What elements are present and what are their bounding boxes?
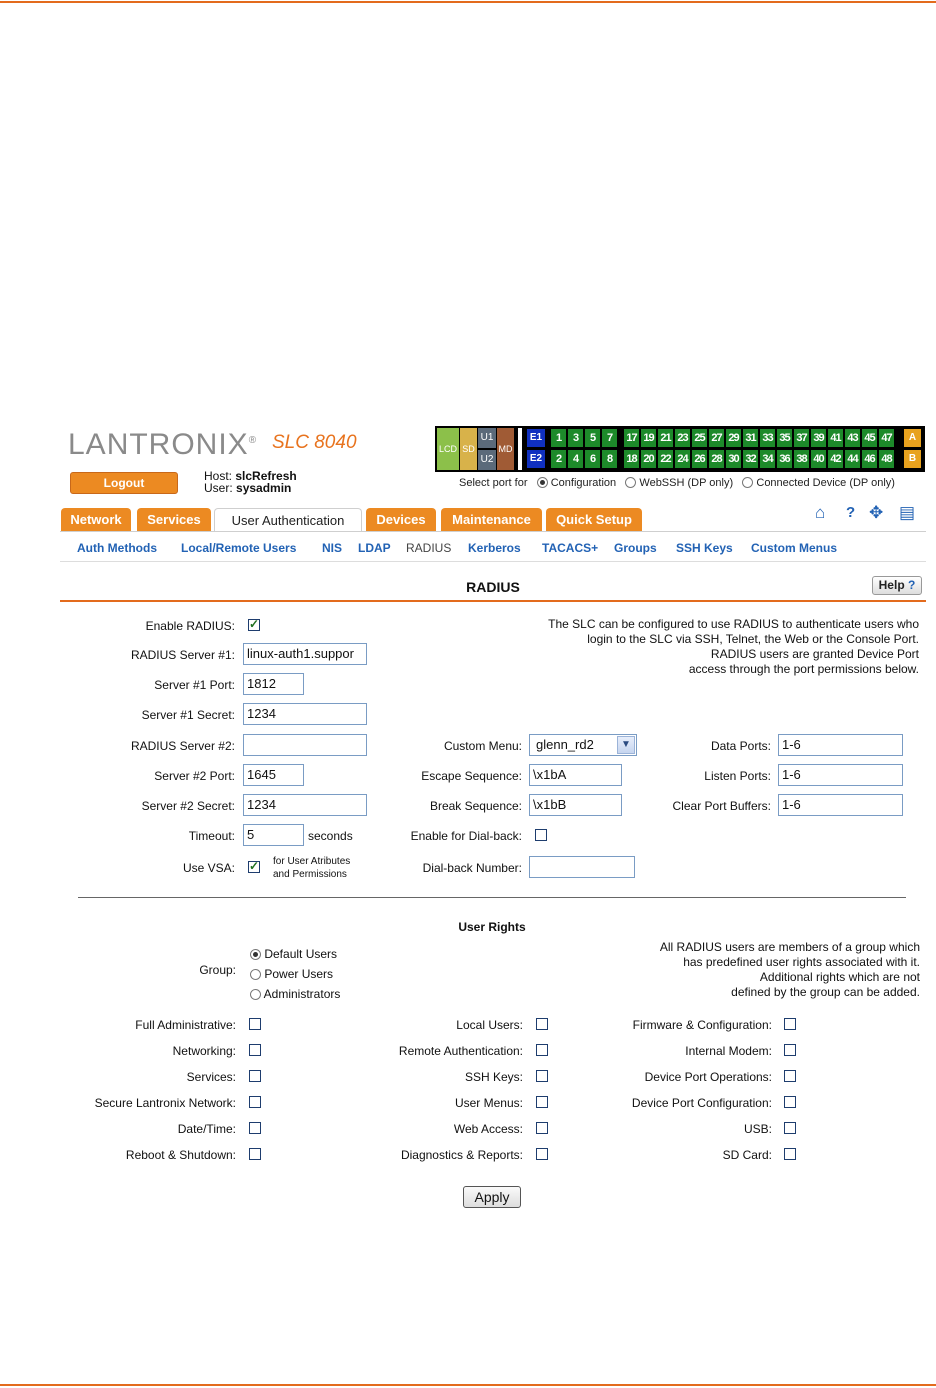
port-23-indicator[interactable]: 23 xyxy=(675,429,690,447)
port-24-indicator[interactable]: 24 xyxy=(675,450,690,468)
port-39-indicator[interactable]: 39 xyxy=(811,429,826,447)
server1-secret-label: Server #1 Secret: xyxy=(141,708,235,722)
dialback-number-input[interactable] xyxy=(529,856,635,878)
device-port-operations-checkbox[interactable] xyxy=(784,1070,796,1082)
subnav-tacacs[interactable]: TACACS+ xyxy=(542,541,599,555)
port-30-indicator[interactable]: 30 xyxy=(726,450,741,468)
port-19-indicator[interactable]: 19 xyxy=(641,429,656,447)
radius-server2-label: RADIUS Server #2: xyxy=(130,739,235,753)
port-46-indicator[interactable]: 46 xyxy=(862,450,877,468)
services-checkbox[interactable] xyxy=(249,1070,261,1082)
logo-text: LANTRONIX xyxy=(68,428,249,461)
usb-label: USB: xyxy=(743,1122,772,1136)
group-option-power[interactable]: Power Users xyxy=(250,964,340,984)
tab-quick-setup[interactable]: Quick Setup xyxy=(546,508,642,532)
port-31-indicator[interactable]: 31 xyxy=(743,429,758,447)
timeout-input[interactable]: 5 xyxy=(243,824,304,846)
subnav-radius[interactable]: RADIUS xyxy=(406,541,452,555)
port-5-indicator[interactable]: 5 xyxy=(585,429,600,447)
port-40-indicator[interactable]: 40 xyxy=(811,450,826,468)
secure-lantronix-network-label: Secure Lantronix Network: xyxy=(94,1096,236,1110)
user-rights-heading: User Rights xyxy=(458,920,526,934)
port-42-indicator[interactable]: 42 xyxy=(828,450,843,468)
port-37-indicator[interactable]: 37 xyxy=(794,429,809,447)
port-44-indicator[interactable]: 44 xyxy=(845,450,860,468)
configuration-radio[interactable] xyxy=(537,477,548,488)
break-sequence-input[interactable]: \x1bB xyxy=(529,794,622,816)
sd-card-checkbox[interactable] xyxy=(784,1148,796,1160)
dialback-number-label: Dial-back Number: xyxy=(422,861,522,875)
power-users-radio[interactable] xyxy=(250,969,261,980)
model-name: SLC 8040 xyxy=(272,432,357,453)
port-32-indicator[interactable]: 32 xyxy=(743,450,758,468)
listen-ports-label: Listen Ports: xyxy=(704,769,771,783)
local-users-label: Local Users: xyxy=(456,1018,523,1032)
port-33-indicator[interactable]: 33 xyxy=(760,429,775,447)
port-2-indicator[interactable]: 2 xyxy=(551,450,566,468)
sd-card-label: SD Card: xyxy=(722,1148,772,1162)
remote-authentication-checkbox[interactable] xyxy=(536,1044,548,1056)
select-port-for: Select port for Configuration WebSSH (DP only) Connected Device (DP only) xyxy=(459,477,895,489)
port-38-indicator[interactable]: 38 xyxy=(794,450,809,468)
enable-dialback-label: Enable for Dial-back: xyxy=(410,829,522,843)
radius-server1-input[interactable]: linux-auth1.suppor xyxy=(243,643,367,665)
enable-radius-checkbox[interactable] xyxy=(248,619,260,631)
port-3-indicator[interactable]: 3 xyxy=(568,429,583,447)
e1-indicator[interactable]: E1 xyxy=(527,429,545,447)
bottom-rule xyxy=(0,1384,936,1386)
user-menus-checkbox[interactable] xyxy=(536,1096,548,1108)
port-1-indicator[interactable]: 1 xyxy=(551,429,566,447)
u1-indicator[interactable]: U1 xyxy=(478,428,496,448)
chevron-down-icon[interactable]: ▼ xyxy=(617,736,635,754)
server1-secret-input[interactable]: 1234 xyxy=(243,703,367,725)
port-47-indicator[interactable]: 47 xyxy=(879,429,894,447)
port-22-indicator[interactable]: 22 xyxy=(658,450,673,468)
user-menus-label: User Menus: xyxy=(454,1096,523,1110)
port-20-indicator[interactable]: 20 xyxy=(641,450,656,468)
home-icon[interactable]: ⌂ xyxy=(815,503,826,522)
port-34-indicator[interactable]: 34 xyxy=(760,450,775,468)
subnav-ssh-keys[interactable]: SSH Keys xyxy=(676,541,733,555)
user-value: sysadmin xyxy=(236,481,292,495)
timeout-label: Timeout: xyxy=(188,829,235,843)
tab-maintenance[interactable]: Maintenance xyxy=(441,508,542,532)
sitemap-icon[interactable]: ✥ xyxy=(869,503,884,522)
tab-user-authentication[interactable]: User Authentication xyxy=(214,508,362,532)
host-info: Host: slcRefresh User: sysadmin xyxy=(204,469,297,495)
port-17-indicator[interactable]: 17 xyxy=(624,429,639,447)
device-port-configuration-label: Device Port Configuration: xyxy=(631,1096,772,1110)
subnav-nis[interactable]: NIS xyxy=(322,541,343,555)
services-label: Services: xyxy=(186,1070,236,1084)
tab-devices[interactable]: Devices xyxy=(366,508,436,532)
diagnostics-reports-checkbox[interactable] xyxy=(536,1148,548,1160)
log-icon[interactable]: ▤ xyxy=(899,503,916,522)
user-rights-note: All RADIUS users are members of a group which has predefined user rights associated with it. Additional rights which are not defined by the group can be added. xyxy=(659,940,920,999)
firmware-configuration-label: Firmware & Configuration: xyxy=(632,1018,772,1032)
help-icon[interactable]: ? xyxy=(846,504,856,521)
apply-button[interactable]: Apply xyxy=(463,1186,521,1208)
local-users-checkbox[interactable] xyxy=(536,1018,548,1030)
data-ports-label: Data Ports: xyxy=(710,739,771,753)
port-4-indicator[interactable]: 4 xyxy=(568,450,583,468)
server1-port-input[interactable]: 1812 xyxy=(243,673,304,695)
port-43-indicator[interactable]: 43 xyxy=(845,429,860,447)
port-41-indicator[interactable]: 41 xyxy=(828,429,843,447)
tab-network[interactable]: Network xyxy=(61,508,131,532)
enable-dialback-checkbox[interactable] xyxy=(535,829,547,841)
port-29-indicator[interactable]: 29 xyxy=(726,429,741,447)
e2-indicator[interactable]: E2 xyxy=(527,450,545,468)
radius-description: The SLC can be configured to use RADIUS to authenticate users who login to the SLC via SSH, Telnet, the Web or the Console Port. RADIUS users are granted Device Port access through the port permissions below. xyxy=(548,617,919,676)
logout-button[interactable]: Logout xyxy=(70,472,178,494)
connected-device-radio[interactable] xyxy=(742,477,753,488)
listen-ports-input[interactable]: 1-6 xyxy=(778,764,903,786)
server2-secret-label: Server #2 Secret: xyxy=(141,799,235,813)
port-27-indicator[interactable]: 27 xyxy=(709,429,724,447)
group-option-default[interactable]: Default Users xyxy=(250,944,340,964)
date-time-label: Date/Time: xyxy=(177,1122,236,1136)
page-title: RADIUS xyxy=(466,579,520,595)
use-vsa-note: for User Atributes and Permissions xyxy=(273,856,351,880)
device-port-operations-label: Device Port Operations: xyxy=(644,1070,772,1084)
help-button[interactable]: Help ? xyxy=(872,576,922,595)
clear-port-buffers-label: Clear Port Buffers: xyxy=(672,799,771,813)
subnav-groups[interactable]: Groups xyxy=(614,541,657,555)
port-21-indicator[interactable]: 21 xyxy=(658,429,673,447)
lantronix-logo: LANTRONIX® xyxy=(68,428,258,461)
diagnostics-reports-label: Diagnostics & Reports: xyxy=(400,1148,523,1162)
enable-radius-label: Enable RADIUS: xyxy=(145,619,235,633)
internal-modem-checkbox[interactable] xyxy=(784,1044,796,1056)
ssh-keys-checkbox[interactable] xyxy=(536,1070,548,1082)
port-36-indicator[interactable]: 36 xyxy=(777,450,792,468)
title-rule xyxy=(60,600,926,602)
a-indicator[interactable]: A xyxy=(904,429,921,447)
internal-modem-label: Internal Modem: xyxy=(685,1044,772,1058)
port-18-indicator[interactable]: 18 xyxy=(624,450,639,468)
administrators-radio[interactable] xyxy=(250,989,261,1000)
md-indicator[interactable]: MD xyxy=(497,428,514,470)
port-7-indicator[interactable]: 7 xyxy=(602,429,617,447)
tab-services[interactable]: Services xyxy=(137,508,211,532)
port-28-indicator[interactable]: 28 xyxy=(709,450,724,468)
timeout-unit: seconds xyxy=(308,829,353,843)
custom-menu-select[interactable]: glenn_rd2 ▼ xyxy=(529,734,637,756)
group-label: Group: xyxy=(199,963,236,977)
default-users-radio[interactable] xyxy=(250,949,261,960)
subnav-custom-menus[interactable]: Custom Menus xyxy=(751,541,838,555)
data-ports-input[interactable]: 1-6 xyxy=(778,734,903,756)
u2-indicator[interactable]: U2 xyxy=(478,450,496,470)
subnav-ldap[interactable]: LDAP xyxy=(358,541,391,555)
top-rule xyxy=(0,1,936,3)
server2-port-label: Server #2 Port: xyxy=(154,769,235,783)
subnav-auth-methods[interactable]: Auth Methods xyxy=(77,541,157,555)
escape-sequence-label: Escape Sequence: xyxy=(421,769,522,783)
subnav-local-remote-users[interactable]: Local/Remote Users xyxy=(181,541,297,555)
escape-sequence-input[interactable]: \x1bA xyxy=(529,764,622,786)
secure-lantronix-network-checkbox[interactable] xyxy=(249,1096,261,1108)
group-option-admin[interactable]: Administrators xyxy=(250,984,340,1004)
usb-checkbox[interactable] xyxy=(784,1122,796,1134)
full-administrative-label: Full Administrative: xyxy=(135,1018,236,1032)
port-25-indicator[interactable]: 25 xyxy=(692,429,707,447)
host-value: slcRefresh xyxy=(235,469,297,483)
device-port-configuration-checkbox[interactable] xyxy=(784,1096,796,1108)
server2-port-input[interactable]: 1645 xyxy=(243,764,304,786)
ssh-keys-label: SSH Keys: xyxy=(464,1070,523,1084)
lcd-indicator: LCD xyxy=(437,428,459,470)
networking-label: Networking: xyxy=(172,1044,236,1058)
port-8-indicator[interactable]: 8 xyxy=(602,450,617,468)
use-vsa-label: Use VSA: xyxy=(182,861,235,875)
subnav-kerberos[interactable]: Kerberos xyxy=(468,541,521,555)
use-vsa-checkbox[interactable] xyxy=(248,861,260,873)
networking-checkbox[interactable] xyxy=(249,1044,261,1056)
group-options xyxy=(250,944,340,1004)
panel-divider xyxy=(518,428,522,470)
firmware-configuration-checkbox[interactable] xyxy=(784,1018,796,1030)
custom-menu-label: Custom Menu: xyxy=(443,739,522,753)
webssh-radio[interactable] xyxy=(625,477,636,488)
server1-port-label: Server #1 Port: xyxy=(154,678,235,692)
port-45-indicator[interactable]: 45 xyxy=(862,429,877,447)
port-35-indicator[interactable]: 35 xyxy=(777,429,792,447)
b-indicator[interactable]: B xyxy=(904,450,921,468)
reboot-shutdown-checkbox[interactable] xyxy=(249,1148,261,1160)
radius-server1-label: RADIUS Server #1: xyxy=(130,648,235,662)
help-mark: ? xyxy=(908,578,916,592)
web-access-label: Web Access: xyxy=(453,1122,523,1136)
port-6-indicator[interactable]: 6 xyxy=(585,450,600,468)
port-26-indicator[interactable]: 26 xyxy=(692,450,707,468)
clear-port-buffers-input[interactable]: 1-6 xyxy=(778,794,903,816)
section-divider xyxy=(78,897,906,898)
break-sequence-label: Break Sequence: xyxy=(429,799,522,813)
port-48-indicator[interactable]: 48 xyxy=(879,450,894,468)
web-access-checkbox[interactable] xyxy=(536,1122,548,1134)
full-administrative-checkbox[interactable] xyxy=(249,1018,261,1030)
radius-server2-input[interactable] xyxy=(243,734,367,756)
reboot-shutdown-label: Reboot & Shutdown: xyxy=(125,1148,236,1162)
sd-indicator: SD xyxy=(460,428,477,470)
remote-authentication-label: Remote Authentication: xyxy=(398,1044,523,1058)
server2-secret-input[interactable]: 1234 xyxy=(243,794,367,816)
date-time-checkbox[interactable] xyxy=(249,1122,261,1134)
